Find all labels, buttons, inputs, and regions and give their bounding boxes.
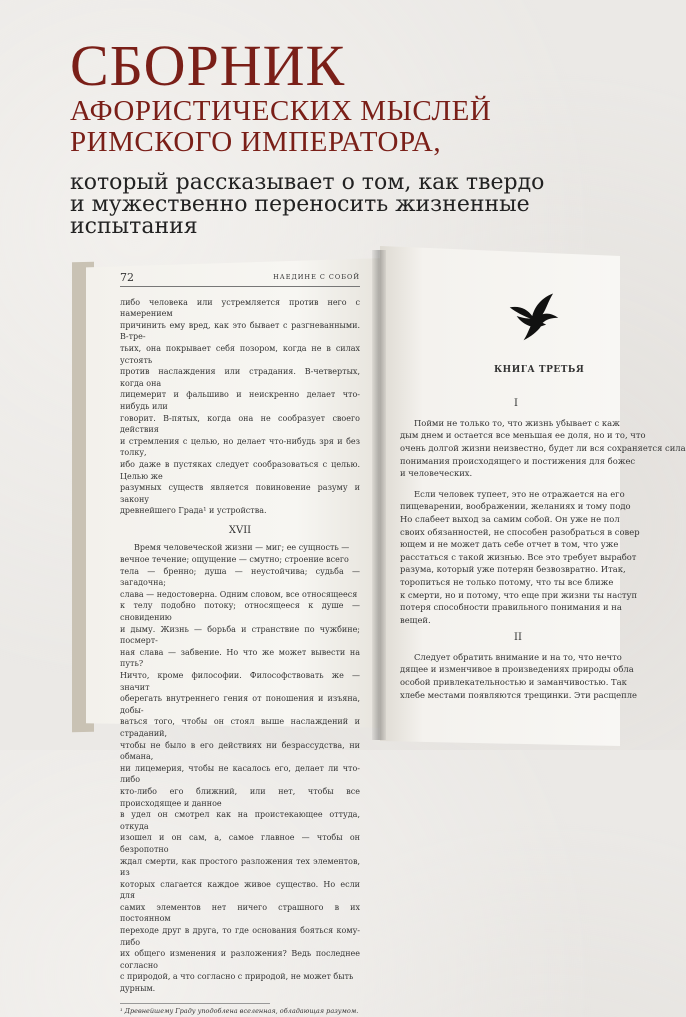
text-line: дым днем и остается все меньшая ее доля, но и то, что bbox=[400, 430, 646, 441]
text-line: к смерти, но и потому, что еще при жизни ты наступ bbox=[400, 589, 638, 600]
text-line: Пойми не только то, что жизнь убывает с каж bbox=[414, 417, 620, 428]
text-line: переходе друг в друга, то где основания бояться кому-либо bbox=[120, 926, 360, 947]
text-line: тела — бренно; душа — неустойчива; судьба — загадочна; bbox=[120, 566, 360, 588]
subtitle-line-3: испытания bbox=[70, 214, 198, 239]
footnote bbox=[120, 1003, 359, 1017]
right-page-content bbox=[400, 290, 686, 701]
section-number-xvii: XVII bbox=[228, 524, 252, 536]
text-line: понимания происходящего и постижения для божес bbox=[400, 455, 636, 466]
text-line: особой привлекательностью и заманчивостью. Так bbox=[400, 677, 627, 688]
left-page-content bbox=[120, 272, 360, 1017]
text-line: изошел и он сам, а, самое главное — чтобы он безропотно bbox=[120, 833, 360, 854]
text-line: Время человеческой жизни — миг; ее сущность — bbox=[134, 543, 350, 553]
text-line: либо человека или устремляется против него с намерением bbox=[120, 297, 360, 319]
page-number: 72 bbox=[120, 271, 134, 284]
text-line: против наслаждения или страдания. В-четвертых, когда она bbox=[120, 367, 360, 388]
text-line: лицемерит и фальшиво и неискренно делает что-нибудь или bbox=[120, 390, 360, 411]
left-paragraph-1 bbox=[120, 297, 360, 517]
headline-line-2: АФОРИСТИЧЕСКИХ МЫСЛЕЙ bbox=[70, 95, 492, 127]
text-line: самих элементов нет ничего страшного в их постоянном bbox=[120, 902, 360, 924]
text-line: причинить ему вред, как это бывает с разгневанными. В-тре- bbox=[120, 320, 360, 342]
text-line: Ничто, кроме философии. Философствовать же — значит bbox=[120, 671, 360, 692]
text-line: и человеческих. bbox=[400, 468, 473, 479]
subtitle-line-1: который рассказывает о том, как твердо bbox=[70, 170, 545, 195]
text-line: вещей. bbox=[400, 614, 431, 625]
text-line: чтобы не было в его действиях ни безрассудства, ни обмана, bbox=[120, 740, 360, 762]
text-line: и дыму. Жизнь — борьба и странствие по чужбине; посмерт- bbox=[120, 624, 360, 646]
text-line: ждал смерти, как простого разложения тех элементов, из bbox=[120, 856, 360, 878]
headline-title: СБОРНИК bbox=[70, 33, 346, 98]
text-line: хлебе местами появляются трещинки. Эти расщепле bbox=[400, 689, 637, 700]
text-line: Следует обратить внимание и на то, что нечто bbox=[414, 651, 622, 662]
text-line: пищеварении, воображении, желаниях и тому подо bbox=[400, 501, 631, 512]
right-paragraph-3 bbox=[400, 651, 637, 701]
text-line: их общего изменения и разложения? Ведь последнее согласно bbox=[120, 949, 360, 970]
book-spine-shadow bbox=[372, 250, 386, 740]
text-line: и стремления с целью, но делает что-нибудь зря и без толку, bbox=[120, 436, 360, 458]
right-paragraph-1 bbox=[400, 417, 686, 480]
text-line: своих обязанностей, не способен разобраться в совер bbox=[400, 526, 640, 537]
eagle-icon bbox=[508, 290, 560, 342]
text-line: к телу подобно потоку; относящееся к душе — сновидению bbox=[120, 601, 360, 623]
text-line: ваться того, чтобы он стоял выше наслаждений и страданий, bbox=[120, 717, 360, 738]
running-head: НАЕДИНЕ С СОБОЙ bbox=[273, 273, 360, 281]
text-line: оберегать внутреннего гения от поношения и изъяна, добы- bbox=[120, 694, 360, 715]
left-paragraph-2 bbox=[120, 542, 360, 994]
section-number-ii: II bbox=[514, 632, 522, 644]
text-line: торопиться не только потому, что ты все ближе bbox=[400, 576, 614, 587]
text-line: разума, который уже потерян безвозвратно. Итак, bbox=[400, 564, 626, 575]
text-line: потеря способности правильного понимания и на bbox=[400, 602, 622, 613]
text-line: разумных существ является повиновение разуму и закону bbox=[120, 483, 360, 504]
text-line: древнейшего Града¹ и устройства. bbox=[120, 506, 267, 516]
text-line: ная слава — забвение. Но что же может вывести на путь? bbox=[120, 647, 360, 669]
text-line: с природой, а что согласно с природой, не может быть bbox=[120, 972, 354, 982]
text-line: очень долгой жизни неизвестно, будет ли вся сохраняется сила bbox=[400, 442, 686, 453]
text-line: ющем и не может дать себе отчет в том, что уже bbox=[400, 539, 619, 550]
text-line: в удел он смотрел как на проистекающее оттуда, откуда bbox=[120, 810, 360, 831]
headline-line-3: РИМСКОГО ИМПЕРАТОРА, bbox=[70, 126, 442, 158]
left-page-header bbox=[120, 272, 360, 287]
section-number-i: I bbox=[514, 398, 518, 410]
footnote-text: ¹ Древнейшему Граду уподоблена вселенная, обладающая разумом. bbox=[120, 1006, 359, 1015]
text-line: кто-либо его ближний, или нет, чтобы все происходящее и данное bbox=[120, 786, 360, 808]
subtitle-line-2: и мужественно переносить жизненные bbox=[70, 192, 530, 217]
text-line: дящее и изменчивое в произведениях природы обла bbox=[400, 664, 634, 675]
text-line: расстаться с такой жизнью. Все это требует выработ bbox=[400, 551, 637, 562]
text-line: Если человек тупеет, это не отражается на его bbox=[414, 488, 625, 499]
text-line: слава — недостоверна. Одним словом, все относящееся bbox=[120, 589, 358, 599]
text-line: говорит. В-пятых, когда она не сообразует своего действия bbox=[120, 413, 360, 435]
text-line: которых слагается каждое живое существо. Но если для bbox=[120, 879, 360, 901]
text-line: вечное течение; ощущение — смутно; строение всего bbox=[120, 555, 349, 565]
text-line: ни лицемерия, чтобы не касалось его, делает ли что-либо bbox=[120, 763, 360, 785]
text-line: дурным. bbox=[120, 984, 156, 994]
book-three-title: КНИГА ТРЕТЬЯ bbox=[494, 364, 585, 375]
right-paragraph-2 bbox=[400, 488, 640, 627]
text-line: тьих, она покрывает себя позором, когда не в силах устоять bbox=[120, 343, 360, 365]
text-line: ибо даже в пустяках следует сообразоваться с целью. Целью же bbox=[120, 459, 360, 481]
text-line: Но слабеет выход за самим собой. Он уже не пол bbox=[400, 513, 620, 524]
